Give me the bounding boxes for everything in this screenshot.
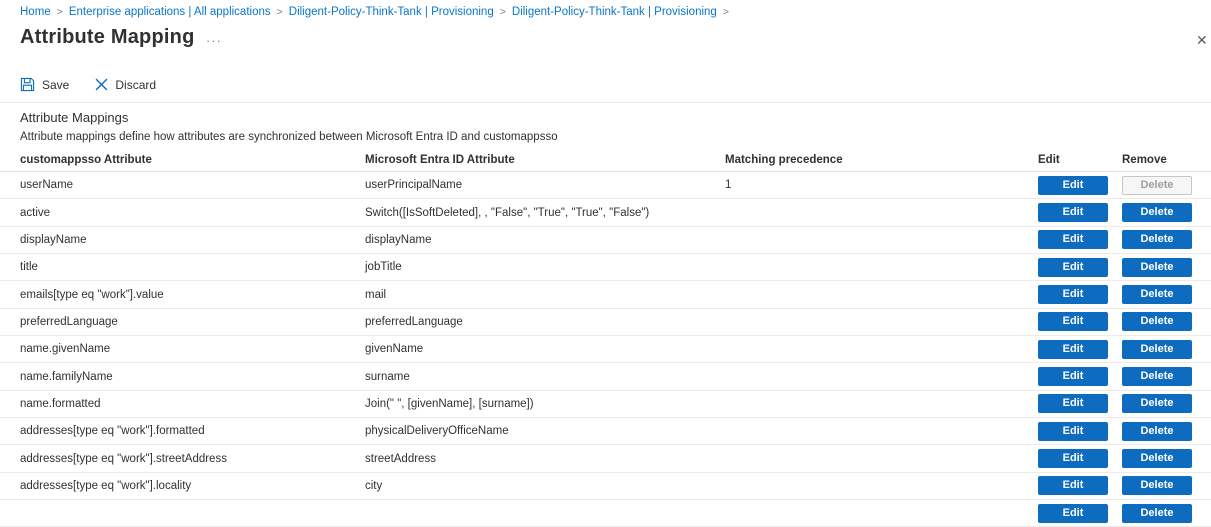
table-row	[0, 336, 1211, 363]
column-header-entra-id-attribute: Microsoft Entra ID Attribute	[365, 154, 515, 166]
edit-button[interactable]: Edit	[1038, 258, 1108, 277]
table-row	[0, 199, 1211, 226]
table-body	[0, 172, 1211, 527]
breadcrumb-link[interactable]: Diligent-Policy-Think-Tank | Provisioning	[288, 6, 494, 18]
table-row	[0, 172, 1211, 199]
table-row	[0, 281, 1211, 308]
edit-button[interactable]: Edit	[1038, 422, 1108, 441]
matching-precedence-cell: 1	[725, 179, 732, 192]
app-attribute-cell: emails[type eq "work"].value	[20, 288, 164, 301]
delete-button[interactable]: Delete	[1122, 367, 1192, 386]
entra-attribute-cell: givenName	[365, 343, 424, 356]
entra-attribute-cell: physicalDeliveryOfficeName	[365, 425, 509, 438]
entra-attribute-cell: userPrincipalName	[365, 179, 463, 192]
app-attribute-cell: name.formatted	[20, 397, 101, 410]
entra-attribute-cell: city	[365, 479, 383, 492]
table-row	[0, 391, 1211, 418]
column-header-remove: Remove	[1122, 154, 1167, 166]
entra-attribute-cell: surname	[365, 370, 410, 383]
page-title: Attribute Mapping	[20, 26, 195, 48]
table-row	[0, 418, 1211, 445]
app-attribute-cell: title	[20, 261, 38, 274]
edit-button[interactable]: Edit	[1038, 394, 1108, 413]
attribute-mappings-table	[0, 149, 1211, 527]
discard-button-label: Discard	[115, 77, 157, 92]
entra-attribute-cell: streetAddress	[365, 452, 436, 465]
app-attribute-cell: addresses[type eq "work"].streetAddress	[20, 452, 227, 465]
save-icon	[20, 77, 35, 92]
column-header-customappsso-attribute: customappsso Attribute	[20, 154, 152, 166]
breadcrumb-link[interactable]: Home	[20, 6, 51, 18]
entra-attribute-cell: mail	[365, 288, 387, 301]
breadcrumb-separator-icon: >	[499, 6, 506, 18]
edit-button[interactable]: Edit	[1038, 449, 1108, 468]
edit-button[interactable]: Edit	[1038, 176, 1108, 195]
entra-attribute-cell: displayName	[365, 233, 432, 246]
delete-button[interactable]: Delete	[1122, 476, 1192, 495]
discard-button[interactable]	[95, 78, 156, 92]
table-row	[0, 227, 1211, 254]
edit-button[interactable]: Edit	[1038, 285, 1108, 304]
save-button[interactable]	[20, 77, 69, 92]
delete-button[interactable]: Delete	[1122, 394, 1192, 413]
edit-button[interactable]: Edit	[1038, 230, 1108, 249]
section-description: Attribute mappings define how attributes are synchronized between Microsoft Entra ID and customappsso	[20, 131, 558, 143]
breadcrumb-separator-icon: >	[722, 6, 729, 18]
app-attribute-cell: preferredLanguage	[20, 315, 118, 328]
toolbar	[20, 77, 156, 92]
app-attribute-cell: addresses[type eq "work"].locality	[20, 479, 192, 492]
edit-button[interactable]: Edit	[1038, 504, 1108, 523]
entra-attribute-cell: Join(" ", [givenName], [surname])	[365, 397, 534, 410]
entra-attribute-cell: Switch([IsSoftDeleted], , "False", "True", "True", "False")	[365, 206, 650, 219]
column-header-matching-precedence: Matching precedence	[725, 154, 843, 166]
delete-button[interactable]: Delete	[1122, 312, 1192, 331]
app-attribute-cell: addresses[type eq "work"].formatted	[20, 425, 205, 438]
delete-button[interactable]: Delete	[1122, 230, 1192, 249]
app-attribute-cell: active	[20, 206, 51, 219]
table-row	[0, 500, 1211, 527]
breadcrumb-link[interactable]: Enterprise applications | All applications	[68, 6, 271, 18]
entra-attribute-cell: preferredLanguage	[365, 315, 463, 328]
app-attribute-cell: name.familyName	[20, 370, 113, 383]
edit-button[interactable]: Edit	[1038, 476, 1108, 495]
close-icon[interactable]: ✕	[1196, 32, 1208, 48]
delete-button[interactable]: Delete	[1122, 176, 1192, 195]
section-heading: Attribute Mappings	[20, 110, 129, 125]
table-row	[0, 363, 1211, 390]
toolbar-divider	[0, 102, 1211, 103]
edit-button[interactable]: Edit	[1038, 312, 1108, 331]
table-row	[0, 445, 1211, 472]
delete-button[interactable]: Delete	[1122, 285, 1192, 304]
more-options-icon[interactable]: ···	[206, 33, 222, 48]
app-attribute-cell: userName	[20, 179, 74, 192]
table-row	[0, 473, 1211, 500]
edit-button[interactable]: Edit	[1038, 203, 1108, 222]
delete-button[interactable]: Delete	[1122, 340, 1192, 359]
breadcrumb	[20, 6, 735, 18]
delete-button[interactable]: Delete	[1122, 504, 1192, 523]
breadcrumb-separator-icon: >	[56, 6, 63, 18]
delete-button[interactable]: Delete	[1122, 203, 1192, 222]
save-button-label: Save	[42, 77, 70, 92]
edit-button[interactable]: Edit	[1038, 367, 1108, 386]
delete-button[interactable]: Delete	[1122, 258, 1192, 277]
delete-button[interactable]: Delete	[1122, 449, 1192, 468]
table-header-row	[0, 149, 1211, 172]
breadcrumb-link[interactable]: Diligent-Policy-Think-Tank | Provisioning	[511, 6, 717, 18]
table-row	[0, 309, 1211, 336]
app-attribute-cell: displayName	[20, 233, 87, 246]
delete-button[interactable]: Delete	[1122, 422, 1192, 441]
table-row	[0, 254, 1211, 281]
discard-icon	[95, 78, 108, 91]
breadcrumb-separator-icon: >	[276, 6, 283, 18]
edit-button[interactable]: Edit	[1038, 340, 1108, 359]
app-attribute-cell: name.givenName	[20, 343, 111, 356]
entra-attribute-cell: jobTitle	[365, 261, 402, 274]
column-header-edit: Edit	[1038, 154, 1060, 166]
